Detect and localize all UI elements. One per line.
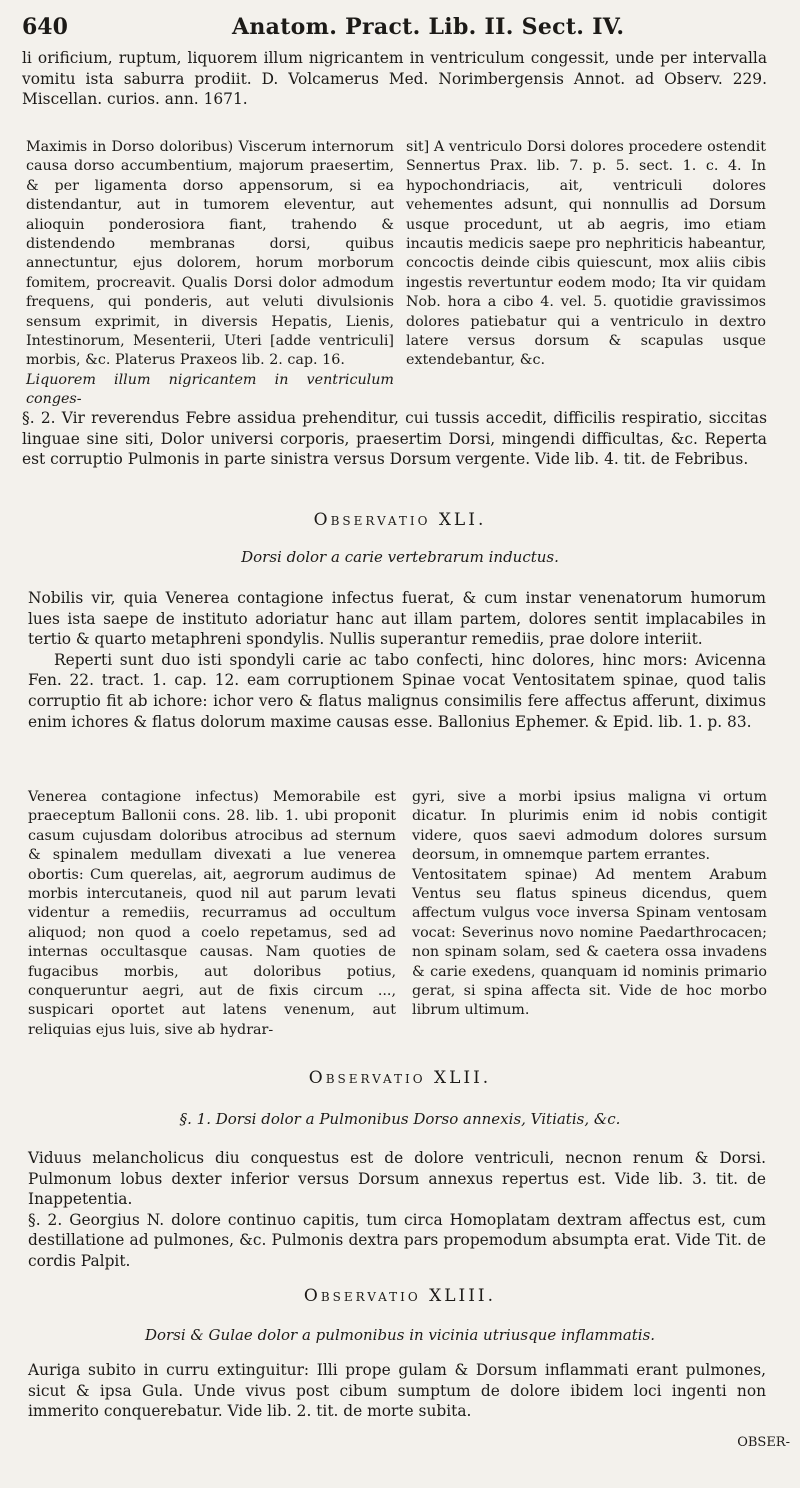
obs-43-subtitle: Dorsi & Gulae dolor a pulmonibus in vicinia utriusque inflammatis.	[144, 1326, 656, 1344]
commentary-1-left-text: Maximis in Dorso doloribus) Viscerum internorum causa dorso accumbentium, majorum praesertim, & per ligamenta dorso appensorum, si ea distendantur, aut in tumorem eleventur, aut alioquin ponderosiora fiant, trahendo & distendendo membranas dorsi, quibus annectuntur, ejus dolorem, horum morborum fomitem, procreavit. Qualis Dorsi dolor admodum frequens, qui ponderis, aut veluti divulsionis sensum exprimit, in diversis Hepatis, Lienis, Intestinorum, Mesenterii, Uteri [adde ventriculi] morbis, &c. Platerus Praxeos lib. 2. cap. 16.	[26, 139, 394, 369]
obs-41-subtitle: Dorsi dolor a carie vertebrarum inductus.	[241, 548, 559, 566]
obs-41-heading: Observatio XLI.	[313, 510, 487, 530]
obs-42-subtitle: §. 1. Dorsi dolor a Pulmonibus Dorso annexis, Vitiatis, &c.	[179, 1110, 621, 1128]
commentary-1-left-tail: Liquorem illum nigricantem in ventriculum conges-	[26, 371, 394, 408]
running-head: Anatom. Pract. Lib. II. Sect. IV.	[232, 14, 625, 40]
commentary-2-right	[412, 788, 767, 1021]
commentary-1-right-text: sit] A ventriculo Dorsi dolores procedere ostendit Sennertus Prax. lib. 7. p. 5. sect. 1. c. 4. In hypochondriacis, ait, ventriculi dolores vehementes adsunt, qui nonnullis ad Dorsum usque procedunt, ut ab aegris, imo etiam incautis medicis saepe pro nephriticis habeantur, concoctis deinde cibis quiescunt, mox aliis cibis ingestis revertuntur eodem modo; Ita vir quidam Nob. hora a cibo 4. vel. 5. quotidie gravissimos dolores patiebatur qui a ventriculo in dextro latere versus dorsum & scapulas usque extendebantur, &c.	[406, 139, 766, 369]
section-2-text: §. 2. Vir reverendus Febre assidua prehenditur, cui tussis accedit, difficilis respiratio, siccitas linguae sine siti, Dolor universi corporis, praesertim Dorsi, mingendi difficultas, &c. Reperta est corruptio Pulmonis in parte sinistra versus Dorsum vergente. Vide lib. 4. tit. de Febribus.	[22, 409, 767, 469]
obs-41-paragraph-2: Reperti sunt duo isti spondyli carie ac tabo confecti, hinc dolores, hinc mors: Avicenna Fen. 22. tract. 1. cap. 12. eam corruptionem Spinae vocat Ventositatem spinae, quod talis corruptio fit ab ichore: ichor vero & flatus malignus consimilis fere affectus afferunt, diximus enim ichores & flatus dolorum maxime causas esse. Ballonius Ephemer. & Epid. lib. 1. p. 83.	[28, 650, 766, 731]
obs-43-paragraph-1: Auriga subito in curru extinguitur: Illi prope gulam & Dorsum inflammati erant pulmones, sicut & ipsa Gula. Unde vivus post cibum sumptum de dolore ibidem loci ingenti non immerito conquerebatur. Vide lib. 2. tit. de morte subita.	[28, 1361, 766, 1421]
intro-text: li orificium, ruptum, liquorem illum nigricantem in ventriculum congessit, unde per intervalla vomitu ista saburra prodiit. D. Volcamerus Med. Norimbergensis Annot. ad Observ. 229. Miscellan. curios. ann. 1671.	[22, 49, 767, 109]
intro-paragraph	[22, 48, 767, 110]
obs-43-heading: Observatio XLIII.	[303, 1286, 497, 1306]
obs-41-body	[28, 588, 766, 732]
commentary-2-right-text-2: Ventositatem spinae) Ad mentem Arabum Ventus seu flatus spineus dicendus, quem affectum vulgus voce inversa Spinam ventosam vocat: Severinus novo nomine Paedarthrocacen; non spinam solam, sed & caetera ossa invadens & carie exedens, quanquam id nominis primario gerat, si spina affecta sit. Vide de hoc morbo librum ultimum.	[412, 866, 767, 1019]
commentary-2-left	[28, 788, 396, 1040]
catchword: OBSER-	[737, 1435, 790, 1450]
page-number: 640	[22, 14, 68, 40]
section-2	[22, 408, 767, 470]
obs-41-paragraph-1: Nobilis vir, quia Venerea contagione infectus fuerat, & cum instar venenatorum humorum lues ista saepe de instituto adoriatur hanc aut illam partem, dolores sentit implacabiles in tertio & quarto metaphreni spondylis. Nullis superantur remediis, prae dolore interiit.	[28, 589, 766, 649]
commentary-1-left	[26, 138, 394, 410]
obs-42-paragraph-2: §. 2. Georgius N. dolore continuo capitis, tum circa Homoplatam dextram affectus est, cum destillatione ad pulmones, &c. Pulmonis dextra pars propemodum absumpta erat. Vide Tit. de cordis Palpit.	[28, 1210, 766, 1270]
page-header	[22, 14, 770, 44]
obs-42-body	[28, 1148, 766, 1272]
obs-42-paragraph-1: Viduus melancholicus diu conquestus est de dolore ventriculi, necnon renum & Dorsi. Pulmonum lobus dexter inferior versus Dorsum annexus repertus est. Vide lib. 3. tit. de Inappetentia.	[28, 1149, 766, 1209]
commentary-2-right-text-1: gyri, sive a morbi ipsius maligna vi ortum dicatur. In plurimis enim id nobis contigit videre, quos saevi admodum dolores sursum deorsum, in omnemque partem errantes.	[412, 789, 767, 864]
commentary-2-left-text: Venerea contagione infectus) Memorabile est praeceptum Ballonii cons. 28. lib. 1. ubi proponit casum cujusdam doloribus atrocibus ad sternum & spinalem medullam divexati a lue venerea obortis: Cum querelas, ait, aegrorum audimus de morbis intercutaneis, quod nil aut parum levati videntur a remediis, recurramus ad occultum aliquod; non quod a coelo repetamus, sed ad internas occultasque causas. Nam quoties de fugacibus morbis, aut doloribus potius, conqueruntur aegri, aut de fixis circum ..., suspicari oportet aut latens venenum, aut reliquias ejus luis, sive ab hydrar-	[28, 789, 396, 1038]
commentary-1-right	[406, 138, 766, 371]
obs-42-heading: Observatio XLII.	[308, 1068, 492, 1088]
obs-43-body	[28, 1360, 766, 1422]
